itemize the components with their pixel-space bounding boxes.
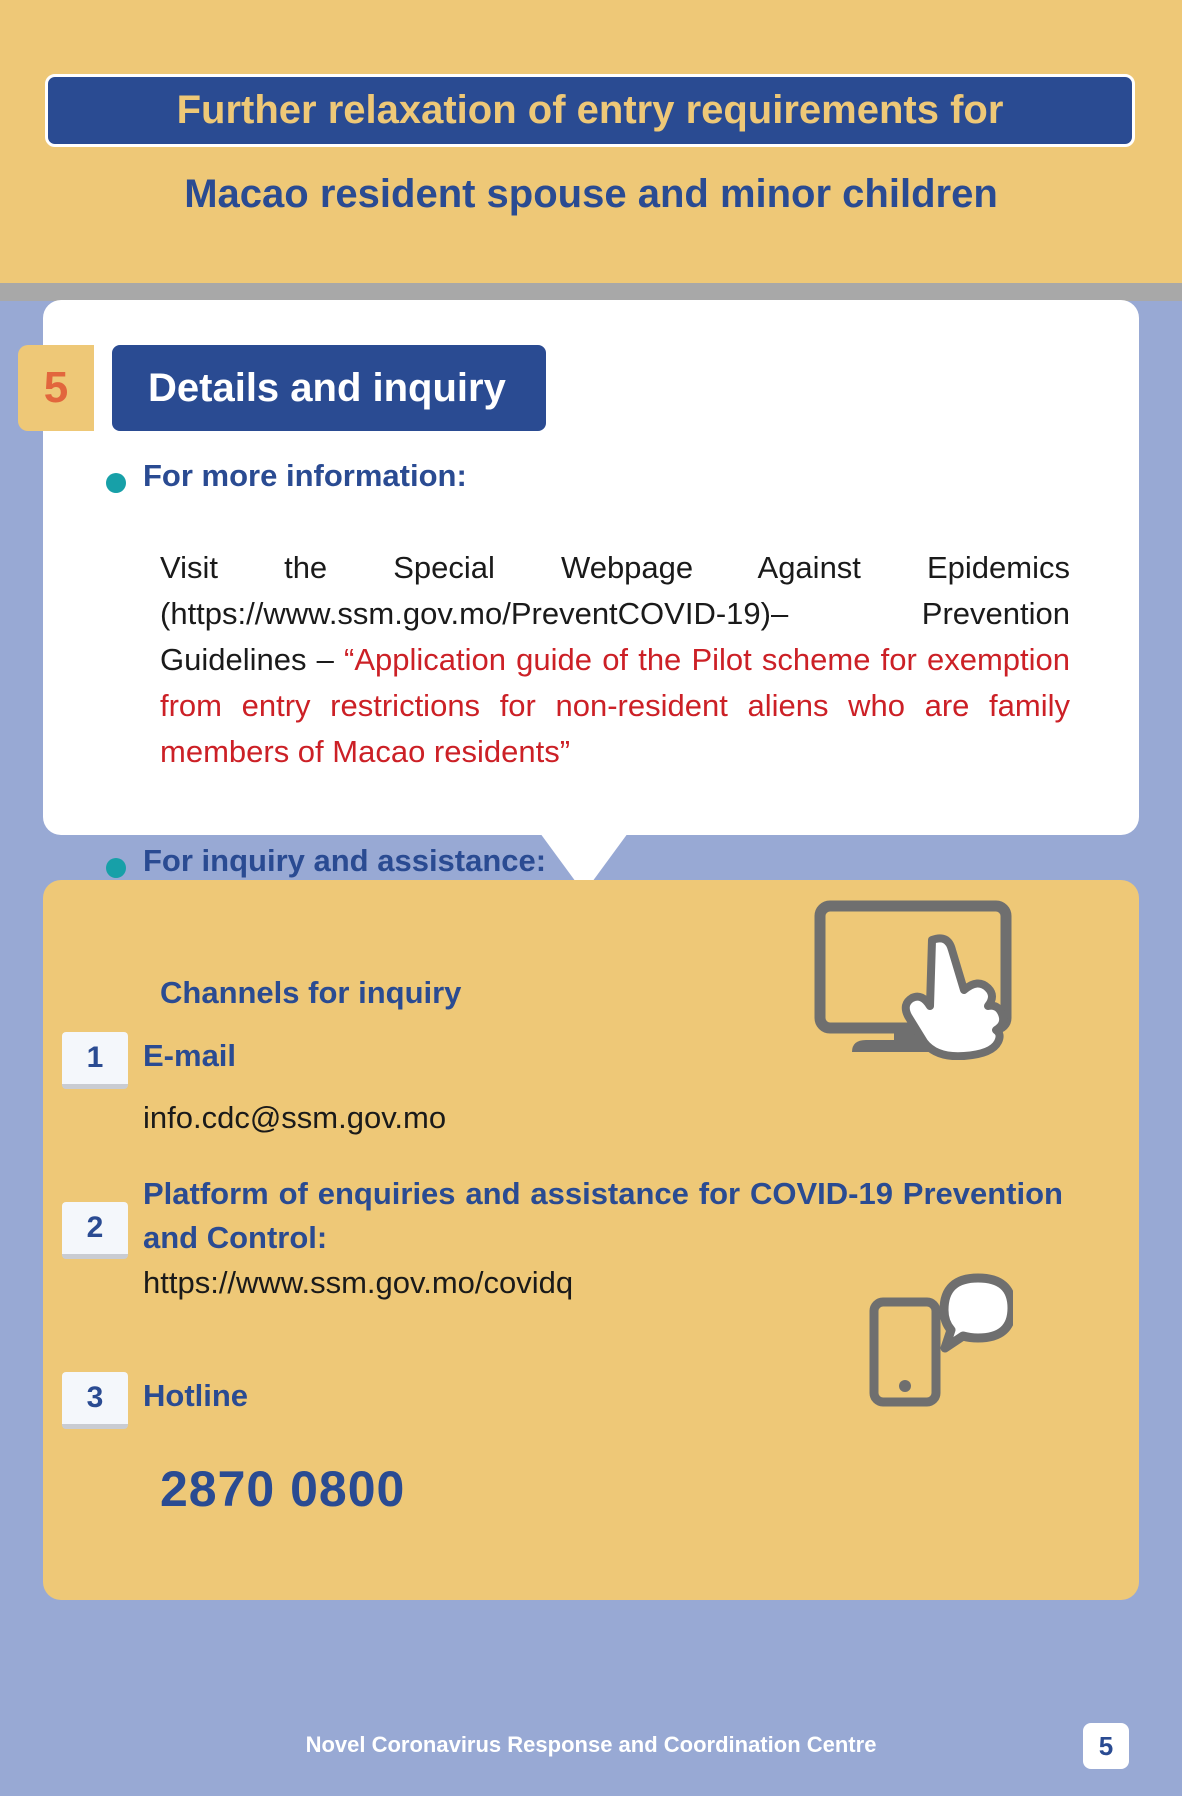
mobile-chat-icon <box>868 1270 1013 1415</box>
inquiry-item-value-2[interactable]: https://www.ssm.gov.mo/covidq <box>143 1265 574 1300</box>
inquiry-item-title-1: E-mail <box>143 1038 237 1073</box>
section-number: 5 <box>18 345 94 431</box>
inquiry-item-number-3: 3 <box>62 1372 128 1429</box>
footer-organisation: Novel Coronavirus Response and Coordination Centre <box>305 1732 877 1757</box>
channels-label: Channels for inquiry <box>160 975 462 1010</box>
header-banner <box>0 0 1182 283</box>
computer-hand-icon <box>812 900 1042 1065</box>
more-information-text <box>160 545 1070 775</box>
inquiry-item-title-2: Platform of enquiries and assistance for COVID-19 Prevention and Control: <box>143 1176 1063 1255</box>
inquiry-item-value-1[interactable]: info.cdc@ssm.gov.mo <box>143 1100 447 1135</box>
page-number-badge: 5 <box>1083 1723 1129 1769</box>
section-heading <box>18 345 546 431</box>
bullet-dot-icon-2 <box>106 858 126 878</box>
more-information-text-plain: Visit the Special Webpage Against Epidemics (https://www.ssm.gov.mo/PreventCOVID-19)– Prevention Guidelines – <box>160 550 1070 677</box>
inquiry-item-number-2: 2 <box>62 1202 128 1259</box>
bullet-dot-icon <box>106 473 126 493</box>
inquiry-item-title-3: Hotline <box>143 1378 249 1413</box>
more-information-label: For more information: <box>143 458 467 493</box>
header-title-box <box>45 74 1135 147</box>
inquiry-item-value-3[interactable]: 2870 0800 <box>160 1461 406 1517</box>
more-information-text-highlight: “Application guide of the Pilot scheme for exemption from entry restrictions for non-resident aliens who are family members of Macao residents” <box>160 642 1070 769</box>
header-title-line1: Further relaxation of entry requirements for <box>176 88 1004 132</box>
inquiry-label: For inquiry and assistance: <box>143 843 547 878</box>
header-divider <box>0 283 1182 301</box>
inquiry-item-number-1: 1 <box>62 1032 128 1089</box>
section-title: Details and inquiry <box>112 345 546 431</box>
header-title-line2: Macao resident spouse and minor children <box>184 172 998 216</box>
